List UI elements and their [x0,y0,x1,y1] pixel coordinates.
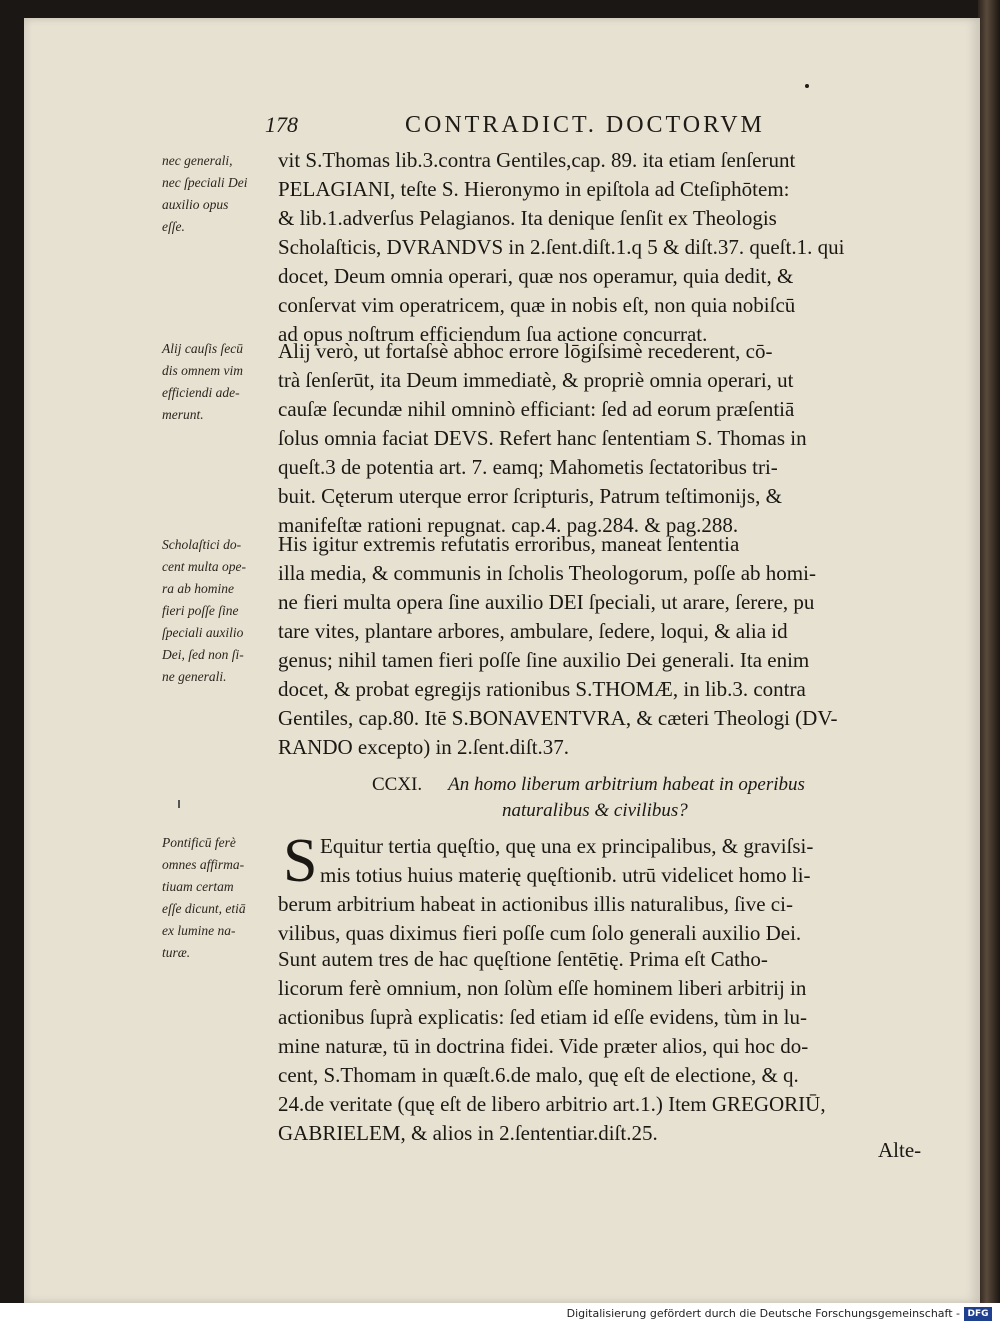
marginal-line: Scholaſtici do- [162,537,242,552]
marginal-line: ne generali. [162,669,227,684]
marginal-line: dis omnem vim [162,363,243,378]
text-line: cent, S.Thomam in quæſt.6.de malo, quę eſt de electione, & q. [278,1063,799,1087]
text-line: ne fieri multa opera ſine auxilio DEI ſpeciali, ut arare, ſerere, pu [278,590,815,614]
paragraph-2 [278,337,938,540]
paragraph-1 [278,146,938,349]
marginal-line: Dei, ſed non ſi- [162,647,244,662]
text-line: Scholaſticis, DVRANDVS in 2.ſent.diſt.1.q 5 & diſt.37. queſt.1. qui [278,235,845,259]
marginal-note-1 [162,150,280,238]
text-line: queſt.3 de potentia art. 7. eamq; Mahometis ſectatoribus tri- [278,455,778,479]
text-line: & lib.1.adverſus Pelagianos. Ita denique ſenſit ex Theologis [278,206,777,230]
text-line: docet, Deum omnia operari, quæ nos operamur, quia dedit, & [278,264,794,288]
text-line: buit. Cęterum uterque error ſcripturis, Patrum teſtimonijs, & [278,484,782,508]
text-line: GABRIELEM, & alios in 2.ſententiar.diſt.25. [278,1121,658,1145]
funding-notice: Digitalisierung gefördert durch die Deutsche Forschungsgemeinschaft - [566,1307,960,1320]
marginal-line: Alij cauſis ſecū [162,341,243,356]
ink-dot [805,84,809,88]
footer-bar [0,1303,1000,1326]
text-line: actionibus ſuprà explicatis: ſed etiam id eſſe evidens, tùm in lu- [278,1005,807,1029]
marginal-line: nec ſpeciali Dei [162,175,248,190]
text-line: licorum ferè omnium, non ſolùm eſſe hominem liberi arbitrij in [278,976,807,1000]
marginal-note-2 [162,338,280,426]
book-spine [978,0,1000,1303]
marginal-line: auxilio opus [162,197,229,212]
section-heading [372,772,892,824]
marginal-line: efficiendi ade- [162,385,240,400]
marginal-line: eſſe. [162,219,185,234]
section-title-line-1: An homo liberum arbitrium habeat in operibus [448,774,805,795]
running-title: CONTRADICT. DOCTORVM [405,112,765,138]
text-line: RANDO excepto) in 2.ſent.diſt.37. [278,735,570,759]
section-title-line-2: naturalibus & civilibus? [502,800,688,821]
page-number: 178 [265,112,298,137]
marginal-line: ſpeciali auxilio [162,625,244,640]
text-line: PELAGIANI, teſte S. Hieronymo in epiſtola ad Cteſiphōtem: [278,177,790,201]
marginal-line: fieri poſſe ſine [162,603,239,618]
paragraph-5 [278,945,938,1148]
paragraph-3 [278,530,938,762]
marginal-line: merunt. [162,407,204,422]
text-line: docet, & probat egregijs rationibus S.THOMÆ, in lib.3. contra [278,677,806,701]
text-line: ſolus omnia faciat DEVS. Refert hanc ſententiam S. Thomas in [278,426,807,450]
text-line: His igitur extremis refutatis erroribus, maneat ſententia [278,532,740,556]
marginal-line: eſſe dicunt, etiā [162,901,246,916]
catchword: Alte- [878,1138,922,1162]
text-line: manifeſtæ rationi repugnat. cap.4. pag.284. & pag.288. [278,513,739,537]
text-line: Gentiles, cap.80. Itē S.BONAVENTVRA, & cæteri Theologi (DV- [278,706,838,730]
marginal-line: Pontificū ferè [162,835,236,850]
marginal-line: ra ab homine [162,581,234,596]
text-line: vilibus, quas diximus fieri poſſe cum ſolo generali auxilio Dei. [278,921,802,945]
marginal-line: turæ. [162,945,191,960]
ink-tick [178,800,180,808]
paragraph-4-lead [320,832,940,890]
marginal-line: nec generali, [162,153,233,168]
text-line: 24.de veritate (quę eſt de libero arbitrio art.1.) Item GREGORIŪ, [278,1092,826,1116]
marginal-line: cent multa ope- [162,559,246,574]
section-number: CCXI. [372,774,423,795]
drop-cap: S [283,827,318,895]
text-line: vit S.Thomas lib.3.contra Gentiles,cap. 89. ita etiam ſenſerunt [278,148,796,172]
text-line: mis totius huius materię quęſtionib. utrū videlicet homo li- [320,863,811,887]
paragraph-4-rest [278,890,938,948]
marginal-line: ex lumine na- [162,923,236,938]
text-line: tare vites, plantare arbores, ambulare, ſedere, loqui, & alia id [278,619,788,643]
text-line: ad opus noſtrum efficiendum ſua actione concurrat. [278,322,708,346]
marginal-line: omnes affirma- [162,857,245,872]
text-line: berum arbitrium habeat in actionibus illis naturalibus, ſive ci- [278,892,793,916]
text-line: trà ſenſerūt, ita Deum immediatè, & propriè omnia operari, ut [278,368,794,392]
marginal-note-3 [162,534,280,688]
marginal-note-4 [162,832,280,964]
text-line: cauſæ ſecundæ nihil omninò efficiant: ſed ad eorum præſentiā [278,397,795,421]
text-line: illa media, & communis in ſcholis Theologorum, poſſe ab homi- [278,561,816,585]
marginal-line: tiuam certam [162,879,234,894]
text-line: mine naturæ, tū in doctrina fidei. Vide præter alios, qui hoc do- [278,1034,809,1058]
text-line: Alij verò, ut fortaſsè abhoc errore lōgiſsimè recederent, cō- [278,339,773,363]
text-line: conſervat vim operatricem, quæ in nobis eſt, non quia nobiſcū [278,293,796,317]
text-line: Sunt autem tres de hac quęſtione ſentētię. Prima eſt Catho- [278,947,768,971]
text-line: genus; nihil tamen fieri poſſe ſine auxilio Dei generali. Ita enim [278,648,810,672]
running-head [265,112,825,146]
dfg-logo-icon: DFG [964,1307,992,1321]
text-line: Equitur tertia quęſtio, quę una ex principalibus, & graviſsi- [320,834,814,858]
